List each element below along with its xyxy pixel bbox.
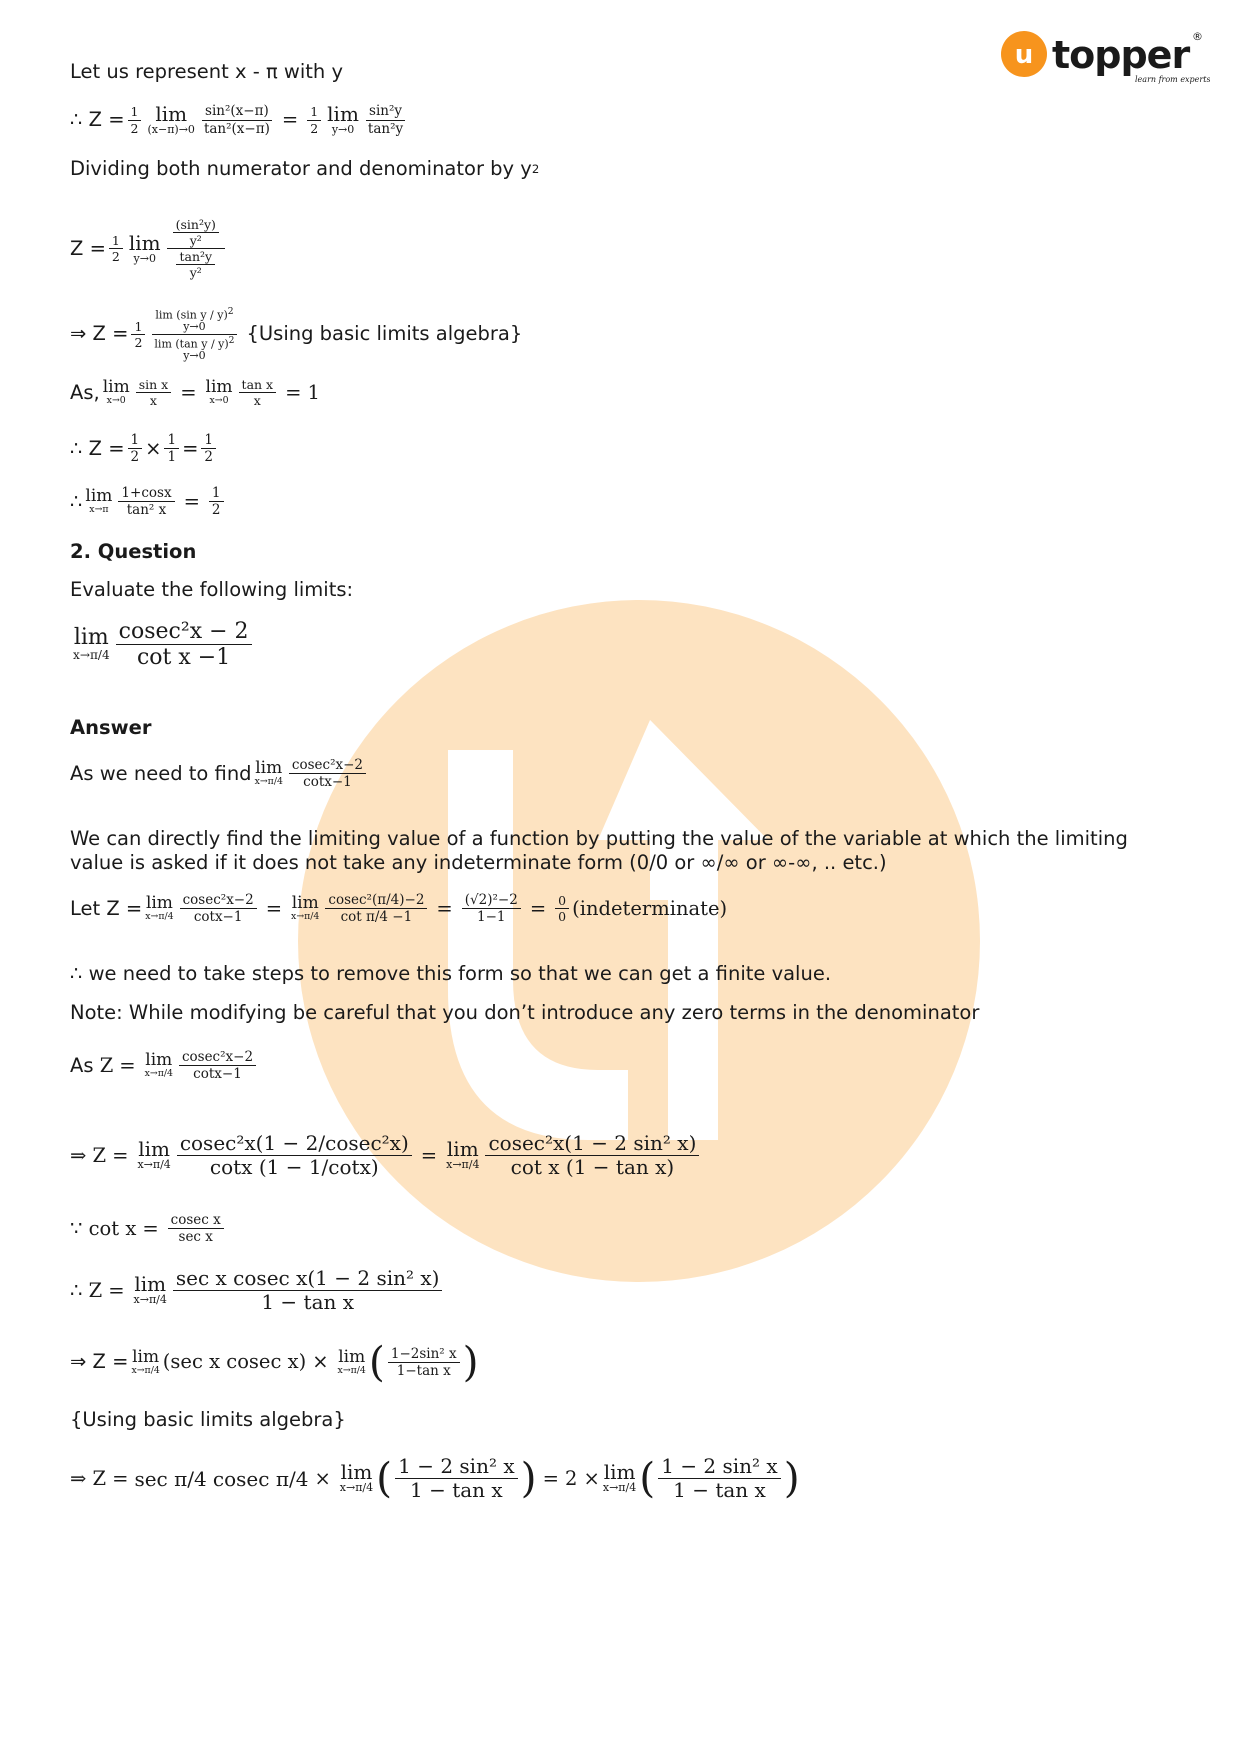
topper-logo-icon [1000,28,1210,90]
equation-step-sec-cosec: ∴ Z = lim x→π/4 $\frac{\text{sec x cosec x(1 − 2 sin² x)}}{\text{1 − tan x}}$ [70,1268,445,1313]
equation-because-cot: ∵ cot x = $\frac{\text{cosec x}}{\text{sec x}}$ [70,1213,227,1244]
equation-z-substituted: ∴ Z = $\frac{1}{2}$ lim (x−π)→0 $\frac{\text{sin²(x−π)}}{\text{tan²(x−π)}}$ = $\frac{1}{2}$ lim y→0 $\frac{\text{sin²y}}{\text{tan²y}}$ [70,102,404,137]
equation-z-result: ∴ Z = $\frac{1}{2}$ × $\frac{1}{1}$ = $\frac{1}{2}$ [70,433,219,464]
paragraph-note: Note: While modifying be careful that you don’t introduce any zero terms in the denominator [70,1001,980,1024]
equation-find: As we need to find lim x→π/4 $\frac{\text{cosec²x−2}}{\cot x-1}$ [70,758,369,789]
paragraph-using-algebra: {Using basic limits algebra} [70,1408,346,1431]
answer-heading: Answer [70,716,152,739]
equation-step-substitute: ⇒ Z = sec π/4 cosec π/4 × lim x→π/4 ( $\frac{\text{1 − 2 sin² x}}{\text{1 − tan x}}$ ) = 2 × lim x→π/4 ( $\frac{\text{1 − 2 sin² x}}{\text{1 − tan x}}$ ) [70,1454,800,1503]
svg-text:u: u [1014,40,1034,70]
paragraph-substitution: Let us represent x - π with y [70,60,344,83]
topper-logo [1000,28,1210,90]
paragraph-direct-substitution: We can directly find the limiting value of a function by putting the value of the variable at which the limiting value is asked if it does not take any indeterminate form (0/0 or ∞/∞ or ∞-∞, .. etc.) [70,827,1128,874]
svg-text:learn from experts: learn from experts [1135,75,1210,84]
equation-let-z: Let Z = lim x→π/4 $\frac{\text{cosec²x−2}}{\cot x-1}$ = lim x→π/4 $\frac{\text{cosec²(π/4)−2}}{\text{cot π/4 −1}}$ = $\frac{\text{(√2)²−2}}{1-1}$ = $\frac{0}{0}$ (indeterminate) [70,892,728,926]
paragraph-steps: ∴ we need to take steps to remove this form so that we can get a finite value. [70,962,832,985]
svg-text:topper: topper [1052,33,1190,77]
topper-watermark-icon [298,600,980,1282]
question-heading: 2. Question [70,540,197,563]
equation-final-answer-1: ∴ lim x→π $\frac{1+\cos x}{\text{tan² x}}$ = $\frac{1}{2}$ [70,486,227,517]
equation-standard-limits: As, lim x→0 $\frac{\text{sin x}}{x}$ = lim x→0 $\frac{\text{tan x}}{x}$ = 1 [70,376,320,409]
equation-step-split: ⇒ Z = lim x→π/4 (sec x cosec x) × lim x→π/4 ( $\frac{\text{1−2sin² x}}{\text{1−tan x}}$ ) [70,1338,479,1386]
equation-z-limits-algebra: ⇒ Z = $\frac{1}{2}$ lim (sin y / y)$^2$ y→0 lim (tan y / y)$^2$ y→0 {Using basic limits algebra} [70,306,523,362]
question-prompt: Evaluate the following limits: [70,578,354,601]
equation-as-z: As Z = lim x→π/4 $\frac{\text{cosec²x−2}}{\cot x-1}$ [70,1050,259,1081]
equation-z-divided: Z = $\frac{1}{2}$ lim y→0 $\frac{\frac{\text{(sin²y)}}{\text{y²}}}{\frac{\text{tan²y}}{\text{y²}}}$ [70,218,228,280]
equation-step-factor: ⇒ Z = lim x→π/4 $\frac{\text{cosec²x(1 − 2/cosec²x)}}{\cot x (1 - 1/\cot x)}$ = lim x→π/4 $\frac{\text{cosec²x(1 − 2 sin² x)}}{\text{cot x (1 − tan x)}}$ [70,1133,702,1178]
paragraph-divide: Dividing both numerator and denominator by y 2 [70,157,540,180]
svg-text:®: ® [1192,30,1203,43]
question-expression: lim x→π/4 $\frac{\text{cosec²x − 2}}{\text{cot x −1}}$ [70,620,255,669]
